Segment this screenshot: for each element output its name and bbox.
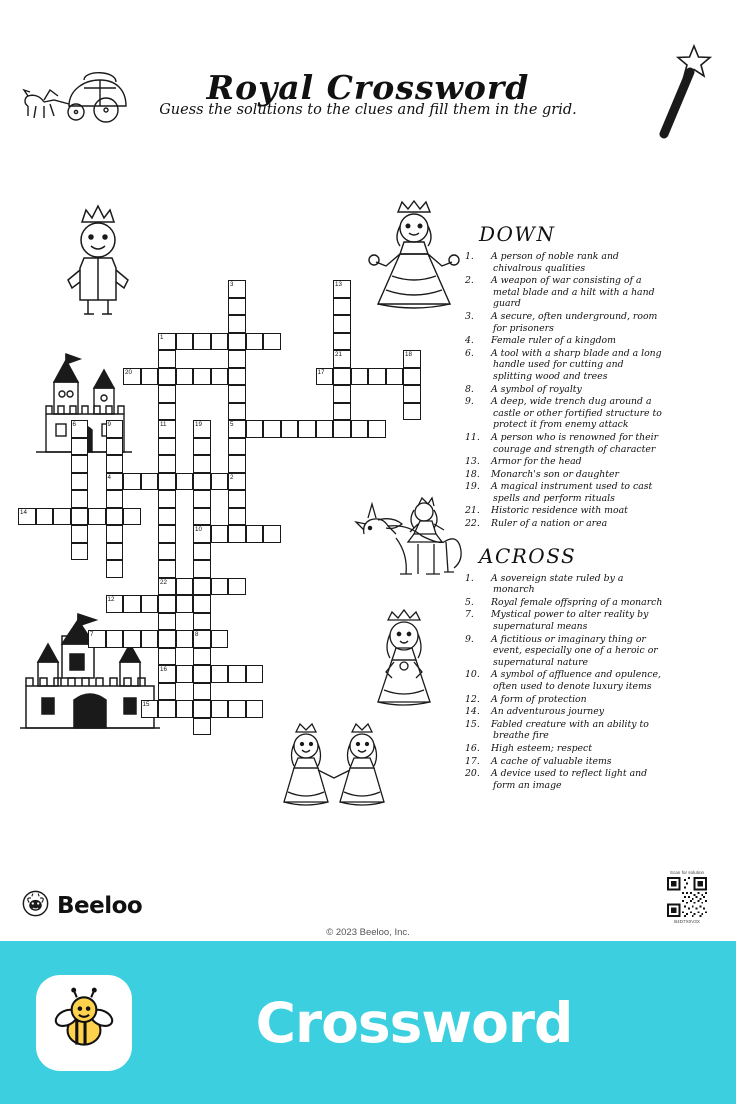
grid-cell[interactable] [246,700,264,718]
across-clue-number: 20. [465,768,480,780]
grid-cell[interactable] [176,700,194,718]
grid-cell[interactable] [246,333,264,351]
grid-cell[interactable] [158,333,176,351]
across-clue-item [465,706,664,718]
across-clue-text: A cache of valuable items [491,755,612,767]
two-princesses-icon [280,716,390,808]
grid-cell[interactable] [71,525,89,543]
grid-cell[interactable] [211,333,229,351]
down-clue-item [465,481,664,504]
grid-cell-number: 17 [317,368,325,376]
grid-cell[interactable] [193,508,211,526]
down-clue-item [465,251,664,274]
grid-cell-number: 2 [230,473,234,481]
grid-cell[interactable] [158,403,176,421]
grid-cell[interactable] [176,333,194,351]
grid-cell[interactable] [193,543,211,561]
princess-dress-icon [356,192,466,312]
across-clue-item [465,742,664,755]
grid-cell[interactable] [193,613,211,631]
grid-cell[interactable] [316,368,334,386]
grid-cell[interactable] [211,368,229,386]
banner-title: Crossword [255,990,573,1055]
grid-cell-number: 22 [160,578,167,586]
down-clue-number: 19. [465,481,480,493]
grid-cell[interactable] [158,473,176,491]
down-clue-item [465,383,664,396]
down-clue-item [465,310,664,334]
across-clue-text: An adventurous journey [491,706,605,718]
grid-cell-number: 12 [107,596,115,603]
bottom-banner [0,941,736,1104]
grid-cell[interactable] [333,403,351,421]
grid-cell-number: 6 [72,421,76,428]
across-clue-number: 10. [465,669,480,681]
across-clue-text: A symbol of affluence and opulence, often used to denote luxury items [491,669,661,692]
grid-cell[interactable] [333,350,351,368]
grid-cell[interactable] [158,525,176,543]
down-clue-list [465,251,664,530]
grid-cell-number: 13 [335,281,342,288]
princess-standing-icon [358,604,454,710]
down-clue-number: 6. [465,347,474,359]
grid-cell[interactable] [263,333,281,351]
grid-cell-number: 1 [160,333,164,341]
across-clue-item [465,609,664,633]
grid-cell-number: 20 [125,368,132,376]
grid-cell[interactable] [386,368,404,386]
down-clue-number: 9. [465,396,474,408]
down-clue-number: 22. [465,518,480,530]
down-clue-text: A secure, often underground, room for prisoners [491,310,658,334]
grid-cell[interactable] [71,508,89,526]
grid-cell[interactable] [158,455,176,473]
down-clue-number: 11. [465,431,480,443]
down-clue-item [465,396,664,431]
grid-cell[interactable] [71,473,89,491]
across-clue-item [465,768,664,791]
grid-cell[interactable] [333,280,351,298]
down-clue-text: A weapon of war consisting of a metal blade and a hilt with a hand guard [491,275,655,310]
grid-cell[interactable] [193,630,211,648]
across-clue-number: 9. [465,633,474,645]
across-clue-number: 12. [465,693,480,705]
down-clue-item [465,518,664,530]
grid-cell[interactable] [193,560,211,578]
grid-cell[interactable] [158,630,176,648]
grid-cell[interactable] [106,543,124,561]
grid-cell[interactable] [333,315,351,333]
grid-cell[interactable] [333,333,351,351]
grid-cell[interactable] [228,665,246,683]
down-clue-text: A person who is renowned for their courage and strength of character [491,431,659,455]
grid-cell[interactable] [281,420,299,438]
grid-cell[interactable] [228,525,246,543]
across-clue-number: 15. [465,718,480,730]
grid-cell[interactable] [106,525,124,543]
down-clue-item [465,456,664,468]
grid-cell[interactable] [333,385,351,403]
across-clue-list [465,572,664,792]
down-clue-number: 4. [465,335,474,347]
grid-cell[interactable] [158,665,176,683]
grid-cell[interactable] [106,490,124,508]
brand-name: Beeloo [57,893,143,919]
grid-cell[interactable] [158,700,176,718]
across-clue-number: 16. [465,742,480,754]
page-subtitle: Guess the solutions to the clues and fill them in the grid. [159,102,577,118]
grid-cell[interactable] [106,473,124,491]
grid-cell[interactable] [18,508,36,526]
grid-cell-number: 21 [335,351,342,358]
grid-cell[interactable] [71,490,89,508]
brand-footer [22,890,142,922]
qr-code-text: B4D7X0V3X [674,919,700,924]
grid-cell[interactable] [158,595,176,613]
grid-cell[interactable] [193,648,211,666]
grid-cell[interactable] [141,368,159,386]
down-clue-text: Monarch's son or daughter [491,468,619,480]
grid-cell[interactable] [193,578,211,596]
grid-cell[interactable] [246,525,264,543]
across-clue-number: 14. [465,706,480,718]
grid-cell[interactable] [351,420,369,438]
grid-cell[interactable] [176,630,194,648]
down-clue-text: Ruler of a nation or area [491,518,608,530]
grid-cell-number: 15 [142,701,150,708]
grid-cell[interactable] [211,630,229,648]
grid-cell[interactable] [246,420,264,438]
prince-icon [58,196,138,316]
across-clue-item [465,596,664,609]
grid-cell[interactable] [158,543,176,561]
across-clue-item [465,669,664,692]
grid-cell[interactable] [158,560,176,578]
grid-cell[interactable] [228,280,246,298]
grid-cell-number: 18 [405,351,412,358]
grid-cell[interactable] [246,665,264,683]
across-clue-text: Royal female offspring of a monarch [491,596,663,608]
across-clue-number: 17. [465,755,480,767]
grid-cell[interactable] [298,420,316,438]
down-clue-text: A deep, wide trench dug around a castle or other fortified structure to protect it from enemy attack [491,396,662,431]
bee-logo-icon [22,890,49,922]
down-clue-item [465,505,664,517]
down-clue-number: 8. [465,383,474,395]
grid-cell[interactable] [176,665,194,683]
grid-cell[interactable] [211,665,229,683]
grid-cell[interactable] [211,578,229,596]
grid-cell[interactable] [36,508,54,526]
grid-cell-number: 5 [230,421,234,428]
grid-cell[interactable] [176,578,194,596]
grid-cell[interactable] [263,420,281,438]
down-clue-item [465,335,664,347]
grid-cell[interactable] [158,385,176,403]
across-clue-number: 1. [465,572,474,584]
page-title: Royal Crossword [206,68,530,108]
down-clue-text: Armor for the head [491,456,582,468]
across-clue-text: High esteem; respect [491,742,593,754]
qr-block [660,870,714,924]
grid-cell[interactable] [333,298,351,316]
castle-large-icon [20,608,160,738]
grid-cell[interactable] [368,368,386,386]
across-clue-item [465,755,664,768]
grid-cell[interactable] [176,595,194,613]
across-clue-text: Fabled creature with an ability to breathe fire [491,718,649,742]
grid-cell[interactable] [368,420,386,438]
across-clue-text: A device used to reflect light and form an image [491,768,648,791]
across-clue-text: Mystical power to alter reality by supernatural means [491,609,649,633]
across-clue-number: 5. [465,596,474,608]
grid-cell[interactable] [228,455,246,473]
grid-cell[interactable] [141,473,159,491]
down-clue-text: Historic residence with moat [491,505,628,517]
down-clue-number: 18. [465,468,480,480]
clues-panel [465,222,664,792]
across-clue-text: A fictitious or imaginary thing or event, especially one of a heroic or supernatural nature [491,633,658,668]
grid-cell[interactable] [158,420,176,438]
grid-cell[interactable] [333,368,351,386]
grid-cell[interactable] [158,578,176,596]
down-clue-text: A person of noble rank and chivalrous qualities [491,251,619,274]
grid-cell[interactable] [193,368,211,386]
across-clue-item [465,718,664,742]
down-clues-block [465,222,664,530]
down-clue-text: Female ruler of a kingdom [491,335,616,347]
down-clue-text: A magical instrument used to cast spells and perform rituals [491,481,653,504]
grid-cell[interactable] [71,543,89,561]
across-clue-item [465,572,664,596]
grid-cell[interactable] [228,578,246,596]
grid-cell[interactable] [228,438,246,456]
bee-mascot-icon [36,975,132,1071]
grid-cell-number: 3 [230,281,234,288]
down-clue-text: A tool with a sharp blade and a long handle used for cutting and splitting wood and trees [491,347,662,382]
grid-cell[interactable] [158,613,176,631]
grid-cell-number: 8 [195,631,199,638]
across-clue-number: 7. [465,609,474,621]
grid-cell-number: 11 [160,421,167,428]
grid-cell[interactable] [106,508,124,526]
grid-cell[interactable] [403,368,421,386]
grid-cell-number: 7 [90,631,94,638]
grid-cell[interactable] [228,508,246,526]
unicorn-princess-icon [348,494,478,584]
grid-cell[interactable] [193,455,211,473]
grid-cell[interactable] [158,350,176,368]
down-clue-item [465,431,664,455]
castle-small-icon [36,352,132,462]
grid-cell[interactable] [403,385,421,403]
across-clue-text: A sovereign state ruled by a monarch [491,572,624,596]
grid-cell[interactable] [106,560,124,578]
grid-cell[interactable] [158,508,176,526]
grid-cell[interactable] [193,683,211,701]
grid-cell[interactable] [53,508,71,526]
down-clue-number: 3. [465,310,474,322]
grid-cell[interactable] [263,525,281,543]
grid-cell[interactable] [211,700,229,718]
grid-cell-number: 10 [195,526,202,533]
grid-cell[interactable] [123,508,141,526]
grid-cell[interactable] [193,595,211,613]
grid-cell[interactable] [193,700,211,718]
grid-cell[interactable] [176,368,194,386]
grid-cell[interactable] [228,403,246,421]
down-clue-item [465,347,664,383]
grid-cell[interactable] [228,385,246,403]
grid-cell[interactable] [211,473,229,491]
across-clues-block [465,543,664,792]
grid-cell[interactable] [193,438,211,456]
grid-cell[interactable] [228,420,246,438]
grid-cell-number: 19 [195,421,202,428]
grid-cell[interactable] [316,420,334,438]
down-clue-text: A symbol of royalty [491,383,582,395]
grid-cell[interactable] [193,665,211,683]
grid-cell[interactable] [158,490,176,508]
grid-cell-number: 4 [107,473,111,481]
down-clue-number: 1. [465,251,474,262]
grid-cell[interactable] [158,438,176,456]
grid-cell[interactable] [333,420,351,438]
grid-cell[interactable] [193,525,211,543]
across-clue-text: A form of protection [491,693,587,705]
grid-cell[interactable] [228,490,246,508]
grid-cell-number: 9 [107,421,111,428]
grid-cell[interactable] [351,368,369,386]
grid-cell-number: 14 [20,508,27,516]
grid-cell[interactable] [123,473,141,491]
down-clue-number: 13. [465,456,480,468]
down-clue-item [465,275,664,310]
grid-cell[interactable] [158,648,176,666]
grid-cell[interactable] [228,350,246,368]
grid-cell[interactable] [228,315,246,333]
down-clue-number: 21. [465,505,480,517]
grid-cell[interactable] [88,508,106,526]
grid-cell[interactable] [403,350,421,368]
grid-cell[interactable] [211,525,229,543]
grid-cell[interactable] [228,700,246,718]
grid-cell[interactable] [228,333,246,351]
grid-cell[interactable] [193,420,211,438]
down-clue-number: 2. [465,275,474,287]
grid-cell[interactable] [403,403,421,421]
qr-label: Scan for solution [669,870,705,875]
down-heading: DOWN [479,222,556,246]
grid-cell[interactable] [193,473,211,491]
down-clue-item [465,468,664,481]
grid-cell[interactable] [228,473,246,491]
grid-cell[interactable] [228,298,246,316]
across-clue-item [465,633,664,669]
grid-cell[interactable] [193,718,211,736]
across-clue-item [465,693,664,706]
grid-cell[interactable] [158,683,176,701]
across-heading: ACROSS [479,543,577,568]
grid-cell[interactable] [228,368,246,386]
grid-cell-number: 16 [160,666,167,673]
grid-cell[interactable] [193,490,211,508]
copyright-text: © 2023 Beeloo, Inc. [326,927,410,938]
grid-cell[interactable] [193,333,211,351]
grid-cell[interactable] [158,368,176,386]
grid-cell[interactable] [176,473,194,491]
qr-code-image[interactable] [667,877,707,917]
